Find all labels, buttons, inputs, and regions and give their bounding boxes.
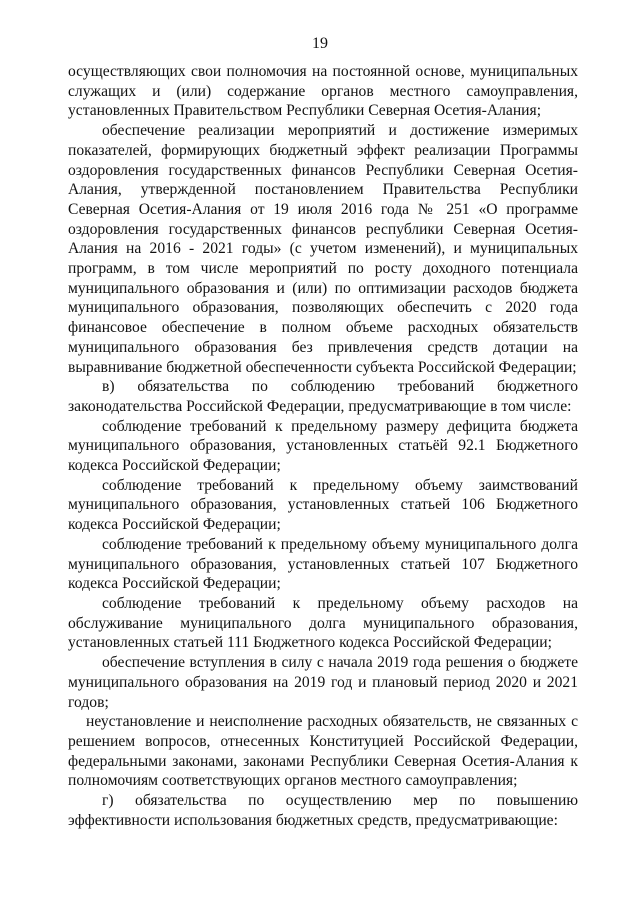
paragraph-debt-limit: соблюдение требований к предельному объему муниципального долга муниципального образования, установленных статьей 107 Бюджетного кодекса Российской Федерации; xyxy=(68,535,578,593)
paragraph-deficit-limit: соблюдение требований к предельному размеру дефицита бюджета муниципального образования, установленных статьёй 92.1 Бюджетного кодекса Российской Федерации; xyxy=(68,417,578,475)
paragraph-budget-decision: обеспечение вступления в силу с начала 2019 года решения о бюджете муниципального образования на 2019 год и плановый период 2020 и 2021 годов; xyxy=(68,654,578,711)
paragraph-item-v: в) обязательства по соблюдению требований бюджетного законодательства Российской Федерации, предусматривающие в том числе: xyxy=(68,378,578,415)
paragraph-spending-obligations: неустановление и неисполнение расходных обязательств, не связанных с решением вопросов, отнесенных Конституцией Российской Федерации, федеральными законами, законами Республики Северная Осетия-Алания к полномочиям соответствующих органов местного самоуправления; xyxy=(68,713,578,790)
page-number: 19 xyxy=(312,35,328,52)
paragraph-item-g: г) обязательства по осуществлению мер по повышению эффективности использования бюджетных средств, предусматривающие: xyxy=(68,792,578,829)
paragraph-continuation: осуществляющих свои полномочия на постоянной основе, муниципальных служащих и (или) содержание органов местного самоуправления, установленных Правительством Республики Северная Осетия-Алания; xyxy=(68,63,578,120)
paragraph-debt-service-limit: соблюдение требований к предельному объему расходов на обслуживание муниципального долга муниципального образования, установленных статьей 111 Бюджетного кодекса Российской Федерации; xyxy=(68,594,578,652)
document-body xyxy=(68,62,578,830)
paragraph-measures-implementation: обеспечение реализации мероприятий и достижение измеримых показателей, формирующих бюджетный эффект реализации Программы оздоровления государственных финансов Республики Северная Осетия-Алания, утвержденной постановлением Правительства Республики Северная Осетия-Алания от 19 июля 2016 года № 251 «О программе оздоровления государственных финансов республики Северная Осетия-Алания на 2016 - 2021 годы» (с учетом изменений), и муниципальных программ, в том числе мероприятий по росту доходного потенциала муниципального образования и (или) по оптимизации расходов бюджета муниципального образования, позволяющих обеспечить с 2020 года финансовое обеспечение в полном объеме расходных обязательств муниципального образования без привлечения средств дотации на выравнивание бюджетной обеспеченности субъекта Российской Федерации; xyxy=(68,122,578,376)
paragraph-borrowing-limit: соблюдение требований к предельному объему заимствований муниципального образования, установленных статьей 106 Бюджетного кодекса Российской Федерации; xyxy=(68,476,578,534)
